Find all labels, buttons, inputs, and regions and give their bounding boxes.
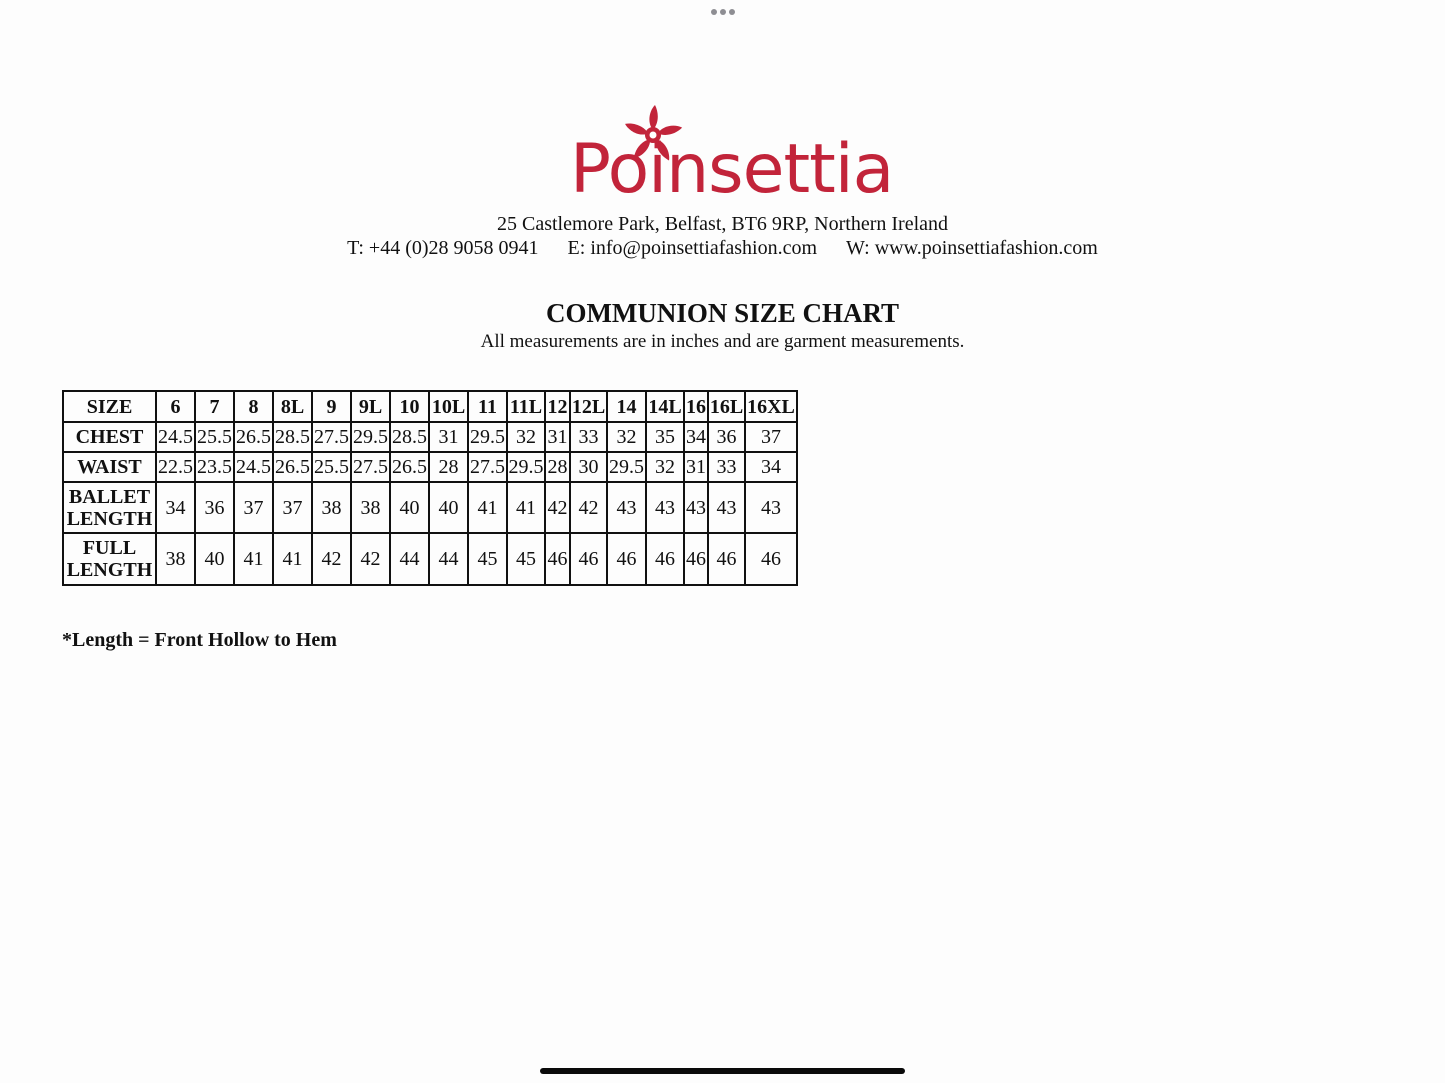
table-cell: 26.5 (273, 452, 312, 482)
table-cell: 27.5 (468, 452, 507, 482)
table-cell: 37 (234, 482, 273, 533)
row-label-line: FULL (82, 537, 137, 559)
table-cell: 28 (429, 452, 468, 482)
table-cell: 43 (607, 482, 646, 533)
table-cell: 22.5 (156, 452, 195, 482)
contact-line (0, 237, 1445, 260)
table-cell: 32 (607, 422, 646, 452)
table-cell: 46 (545, 533, 570, 585)
table-cell: 40 (390, 482, 429, 533)
table-cell: 40 (429, 482, 468, 533)
size-header: 9 (312, 391, 351, 422)
row-label (63, 452, 156, 482)
size-header: 14 (607, 391, 646, 422)
email: E: info@poinsettiafashion.com (567, 237, 818, 259)
size-header: 10L (429, 391, 468, 422)
table-cell: 32 (507, 422, 545, 452)
footnote: *Length = Front Hollow to Hem (62, 629, 337, 651)
table-cell: 23.5 (195, 452, 234, 482)
size-header: 10 (390, 391, 429, 422)
table-cell: 33 (708, 452, 745, 482)
table-cell: 28.5 (273, 422, 312, 452)
size-header: 8 (234, 391, 273, 422)
table-cell: 46 (708, 533, 745, 585)
table-cell: 41 (468, 482, 507, 533)
table-cell: 25.5 (195, 422, 234, 452)
table-cell: 27.5 (312, 422, 351, 452)
table-cell: 34 (156, 482, 195, 533)
size-header: 12L (570, 391, 607, 422)
row-label-line: CHEST (75, 426, 144, 448)
size-header: 9L (351, 391, 390, 422)
row-label-line: BALLET (68, 485, 151, 508)
table-cell: 30 (570, 452, 607, 482)
page-title: COMMUNION SIZE CHART (545, 298, 900, 328)
website: W: www.poinsettiafashion.com (846, 237, 1098, 259)
table-cell: 45 (507, 533, 545, 585)
brand-logo (570, 104, 894, 209)
table-cell: 42 (570, 482, 607, 533)
table-cell: 43 (646, 482, 684, 533)
size-header: 16L (708, 391, 745, 422)
table-cell: 44 (429, 533, 468, 585)
table-cell: 36 (708, 422, 745, 452)
address: 25 Castlemore Park, Belfast, BT6 9RP, Northern Ireland (496, 213, 949, 235)
size-header: 12 (545, 391, 570, 422)
table-cell: 25.5 (312, 452, 351, 482)
size-header: 7 (195, 391, 234, 422)
table-cell: 33 (570, 422, 607, 452)
brand-name: Poinsettia (570, 130, 894, 209)
table-cell: 26.5 (234, 422, 273, 452)
table-row (63, 422, 797, 452)
table-cell: 36 (195, 482, 234, 533)
table-cell: 41 (234, 533, 273, 585)
size-header: 6 (156, 391, 195, 422)
table-cell: 27.5 (351, 452, 390, 482)
table-cell: 46 (684, 533, 708, 585)
table-cell: 46 (607, 533, 646, 585)
table-cell: 43 (745, 482, 797, 533)
table-cell: 38 (351, 482, 390, 533)
size-header: 11 (468, 391, 507, 422)
table-cell: 42 (312, 533, 351, 585)
header-label: SIZE (63, 391, 156, 422)
table-cell: 45 (468, 533, 507, 585)
table-cell: 46 (646, 533, 684, 585)
table-cell: 37 (273, 482, 312, 533)
multitasking-dots-icon[interactable] (711, 9, 735, 15)
table-row (63, 452, 797, 482)
table-cell: 29.5 (351, 422, 390, 452)
table-cell: 31 (684, 452, 708, 482)
table-cell: 43 (684, 482, 708, 533)
table-cell: 35 (646, 422, 684, 452)
table-cell: 38 (156, 533, 195, 585)
size-header: 11L (507, 391, 545, 422)
table-cell: 46 (570, 533, 607, 585)
table-cell: 26.5 (390, 452, 429, 482)
row-label-line: WAIST (77, 456, 142, 478)
row-label-line: LENGTH (66, 559, 153, 581)
size-chart-table (62, 390, 798, 586)
table-cell: 43 (708, 482, 745, 533)
table-cell: 24.5 (156, 422, 195, 452)
phone: T: +44 (0)28 9058 0941 (347, 237, 539, 259)
table-cell: 34 (745, 452, 797, 482)
table-cell: 42 (545, 482, 570, 533)
table-cell: 29.5 (468, 422, 507, 452)
row-label (63, 533, 156, 585)
table-cell: 32 (646, 452, 684, 482)
table-row (63, 482, 797, 533)
table-cell: 42 (351, 533, 390, 585)
table-cell: 24.5 (234, 452, 273, 482)
table-cell: 31 (429, 422, 468, 452)
table-cell: 41 (273, 533, 312, 585)
home-indicator[interactable] (540, 1068, 905, 1074)
table-header-row (63, 391, 797, 422)
table-cell: 29.5 (607, 452, 646, 482)
table-cell: 44 (390, 533, 429, 585)
row-label (63, 482, 156, 533)
table-cell: 34 (684, 422, 708, 452)
row-label-line: LENGTH (66, 507, 153, 530)
table-cell: 28 (545, 452, 570, 482)
size-header: 14L (646, 391, 684, 422)
table-cell: 29.5 (507, 452, 545, 482)
table-cell: 46 (745, 533, 797, 585)
row-label (63, 422, 156, 452)
table-row (63, 533, 797, 585)
table-cell: 37 (745, 422, 797, 452)
page-subtitle: All measurements are in inches and are garment measurements. (480, 331, 965, 352)
table-cell: 41 (507, 482, 545, 533)
size-header: 16 (684, 391, 708, 422)
table-cell: 40 (195, 533, 234, 585)
table-cell: 38 (312, 482, 351, 533)
table-cell: 28.5 (390, 422, 429, 452)
table-cell: 31 (545, 422, 570, 452)
size-header: 16XL (745, 391, 797, 422)
size-header: 8L (273, 391, 312, 422)
